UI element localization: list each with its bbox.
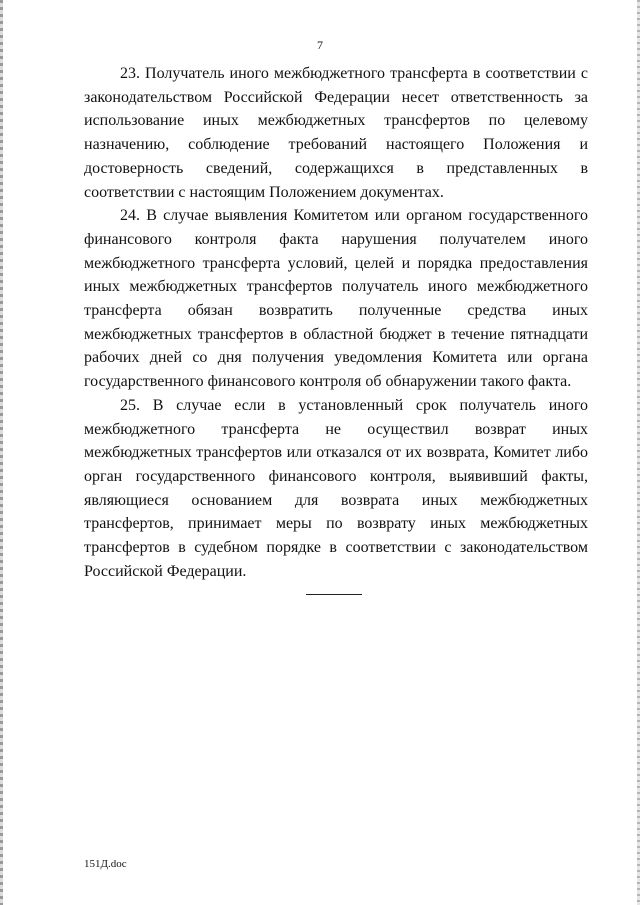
page-number: 7	[317, 38, 323, 52]
closing-divider	[306, 594, 362, 595]
document-body	[84, 62, 588, 583]
paragraph-24: 24. В случае выявления Комитетом или органом государственного финансового контроля факта нарушения получателем иного межбюджетного трансферта условий, целей и порядка предоставления иных межбюджетных трансфертов получатель иного межбюджетного трансферта обязан возвратить полученные средства иных межбюджетных трансфертов в областной бюджет в течение пятнадцати рабочих дней со дня получения уведомления Комитета или органа государственного финансового контроля об обнаружении такого факта.	[84, 207, 588, 391]
scan-edge-left	[0, 0, 3, 905]
document-filename: 151Д.doc	[84, 858, 127, 870]
paragraph-25: 25. В случае если в установленный срок получатель иного межбюджетного трансферта не осуществил возврат иных межбюджетных трансфертов или отказался от их возврата, Комитет либо орган государственного финансового контроля, выявивший факты, являющиеся основанием для возврата иных межбюджетных трансфертов, принимает меры по возврату иных межбюджетных трансфертов в судебном порядке в соответствии с законодательством Российской Федерации.	[84, 396, 588, 580]
paragraph-23: 23. Получатель иного межбюджетного трансферта в соответствии с законодательством Российской Федерации несет ответственность за использование иных межбюджетных трансфертов по целевому назначению, соблюдение требований настоящего Положения и достоверность сведений, содержащихся в представленных в соответствии с настоящим Положением документах.	[84, 65, 588, 201]
